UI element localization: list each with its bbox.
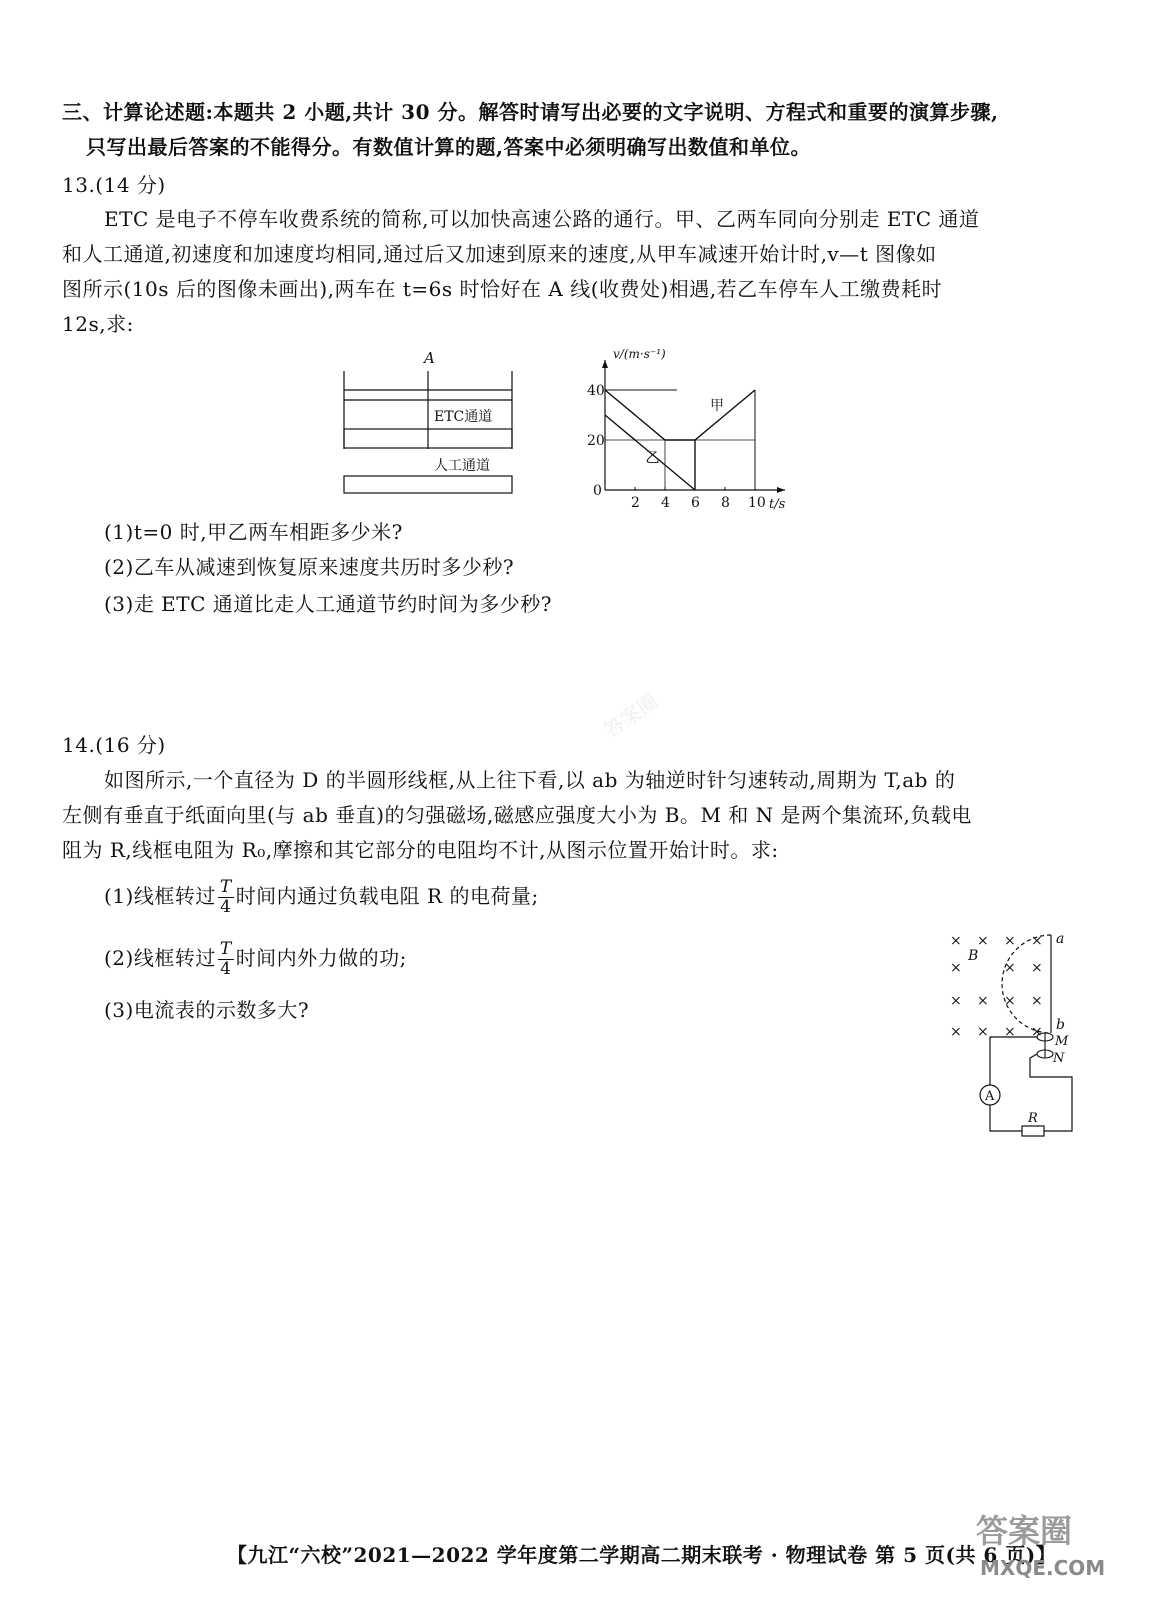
svg-text:×: ×: [977, 1024, 989, 1040]
q14-sub2-prefix: (2)线框转过: [104, 946, 216, 970]
label-B: B: [968, 948, 979, 964]
lane-label-a: A: [424, 349, 435, 367]
q14-sub3: (3)电流表的示数多大?: [104, 998, 310, 1022]
page-footer: 【九江“六校”2021—2022 学年度第二学期高二期末联考 · 物理试卷 第 5 页(共 6 页)】: [227, 1543, 1057, 1567]
q13-paragraph-line: 12s,求:: [62, 312, 134, 336]
y-axis-label: v/(m·s⁻¹): [613, 347, 666, 361]
q14-header: 14.(16 分): [62, 733, 166, 757]
series-label-yi: 乙: [645, 450, 660, 467]
q13-paragraph-line: ETC 是电子不停车收费系统的简称,可以加快高速公路的通行。甲、乙两车同向分别走 ETC 通道: [104, 207, 980, 231]
svg-text:×: ×: [977, 993, 989, 1009]
fraction-t-over-4: [218, 940, 234, 979]
q14-sub1-suffix: 时间内通过负载电阻 R 的电荷量;: [235, 884, 539, 908]
watermark-text-en: MXQE.COM: [980, 1556, 1106, 1580]
x-axis-label: t/s: [769, 497, 786, 512]
q14-sub2: [104, 940, 407, 979]
x-axis-arrow: [777, 487, 785, 493]
label-b: b: [1056, 1017, 1065, 1033]
svg-text:×: ×: [977, 933, 989, 949]
q14-sub2-suffix: 时间内外力做的功;: [235, 946, 407, 970]
x-tick-label: 8: [721, 495, 730, 511]
label-M: M: [1055, 1034, 1069, 1049]
y-tick-label: 0: [593, 483, 602, 499]
svg-text:×: ×: [1004, 1024, 1016, 1040]
fraction-denominator: 4: [220, 897, 232, 917]
svg-text:×: ×: [1004, 993, 1016, 1009]
svg-text:×: ×: [950, 993, 962, 1009]
q13-sub2: (2)乙车从减速到恢复原来速度共历时多少秒?: [104, 555, 515, 579]
svg-text:×: ×: [1004, 960, 1016, 976]
label-a: a: [1056, 931, 1065, 947]
ammeter-label: A: [985, 1089, 995, 1104]
svg-text:×: ×: [1031, 960, 1043, 976]
resistor-label: R: [1028, 1111, 1038, 1126]
y-tick-label: 20: [587, 433, 605, 449]
circuit-diagram: [940, 925, 1080, 1140]
vt-chart: [585, 340, 800, 515]
q13-paragraph-line: 和人工通道,初速度和加速度均相同,通过后又加速到原来的速度,从甲车减速开始计时,v—t 图像如: [62, 242, 937, 266]
x-tick-label: 6: [691, 495, 700, 511]
fraction-denominator: 4: [220, 959, 232, 979]
lane-label-etc: ETC通道: [434, 409, 493, 425]
fraction-numerator: T: [219, 877, 232, 897]
q14-paragraph-line: 阻为 R,线框电阻为 R₀,摩擦和其它部分的电阻均不计,从图示位置开始计时。求:: [62, 838, 779, 862]
q13-sub1: (1)t=0 时,甲乙两车相距多少米?: [104, 520, 403, 544]
lane-label-manual: 人工通道: [434, 458, 490, 474]
svg-text:×: ×: [1031, 993, 1043, 1009]
fraction-numerator: T: [219, 939, 232, 959]
y-axis-arrow: [602, 360, 608, 368]
svg-text:×: ×: [1031, 933, 1043, 949]
series-line-jia: [605, 390, 755, 440]
watermark-logo: [968, 1506, 1118, 1596]
svg-text:×: ×: [1031, 1024, 1043, 1040]
label-N: N: [1053, 1051, 1065, 1066]
x-tick-label: 2: [631, 495, 640, 511]
faint-watermark: 答案圈: [599, 688, 663, 743]
q14-paragraph-line: 左侧有垂直于纸面向里(与 ab 垂直)的匀强磁场,磁感应强度大小为 B。M 和 N 是两个集流环,负载电: [62, 803, 972, 827]
x-tick-label: 10: [748, 495, 766, 511]
q13-header: 13.(14 分): [62, 173, 166, 197]
x-tick-label: 4: [661, 495, 670, 511]
series-label-jia: 甲: [710, 398, 724, 414]
section-heading-line1: 三、计算论述题:本题共 2 小题,共计 30 分。解答时请写出必要的文字说明、方程式和重要的演算步骤,: [62, 100, 999, 124]
svg-text:×: ×: [1004, 933, 1016, 949]
lane-diagram: [330, 345, 530, 505]
svg-text:×: ×: [950, 1024, 962, 1040]
section-heading-line2: 只写出最后答案的不能得分。有数值计算的题,答案中必须明确写出数值和单位。: [86, 135, 811, 159]
q13-sub3: (3)走 ETC 通道比走人工通道节约时间为多少秒?: [104, 592, 553, 616]
q13-paragraph-line: 图所示(10s 后的图像未画出),两车在 t=6s 时恰好在 A 线(收费处)相遇,若乙车停车人工缴费耗时: [62, 277, 943, 301]
fraction-t-over-4: [218, 878, 234, 917]
q14-sub1: [104, 878, 539, 917]
q14-paragraph-line: 如图所示,一个直径为 D 的半圆形线框,从上往下看,以 ab 为轴逆时针匀速转动,周期为 T,ab 的: [104, 768, 956, 792]
q14-sub1-prefix: (1)线框转过: [104, 884, 216, 908]
svg-text:×: ×: [950, 933, 962, 949]
y-tick-label: 40: [587, 383, 605, 399]
watermark-text-cn: 答案圈: [976, 1512, 1073, 1550]
svg-text:×: ×: [950, 960, 962, 976]
